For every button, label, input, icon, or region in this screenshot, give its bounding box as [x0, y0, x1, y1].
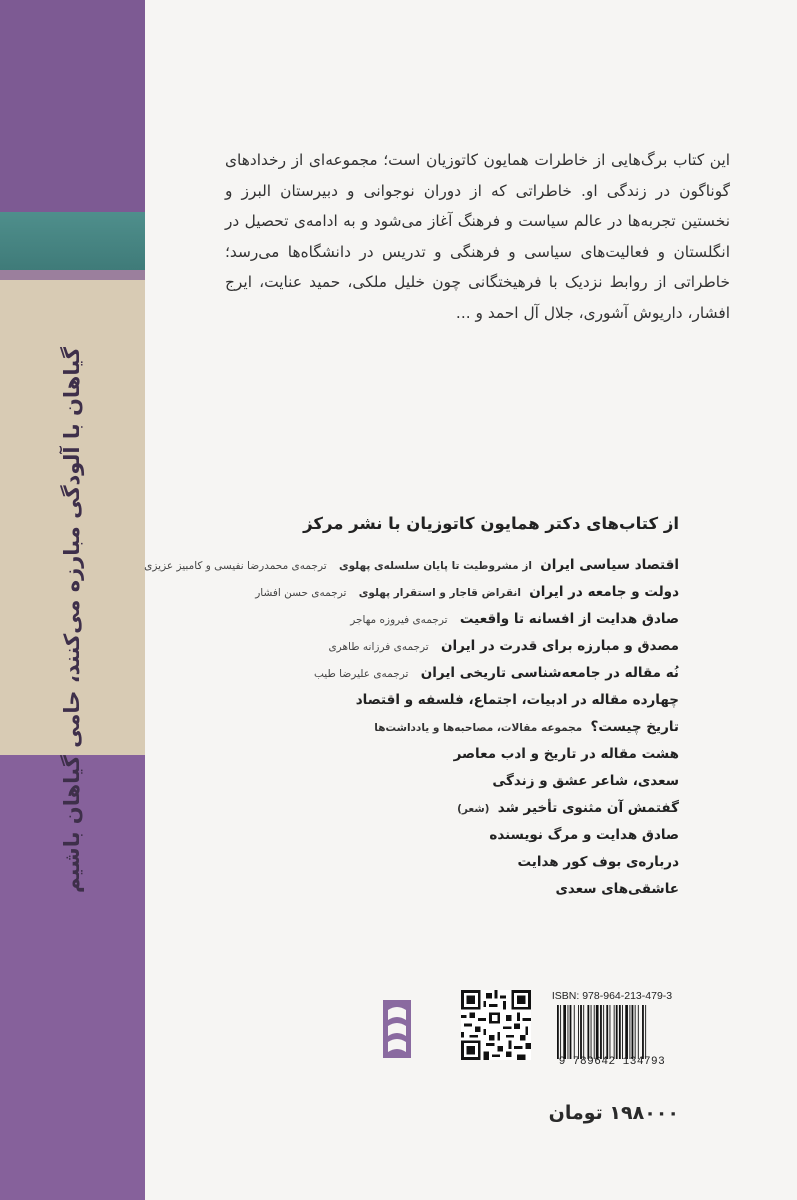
barcode-bar	[596, 1005, 599, 1059]
book-list-item	[119, 660, 679, 687]
book-subtitle: انقراض قاجار و استقرار پهلوی	[358, 587, 521, 599]
barcode-bar	[574, 1005, 575, 1059]
book-list-item	[119, 606, 679, 633]
book-subtitle: (شعر)	[457, 803, 490, 815]
publisher-logo-icon	[383, 1000, 411, 1058]
book-list-item	[119, 579, 679, 606]
barcode-bar	[645, 1005, 646, 1059]
spine-band-teal	[0, 212, 145, 270]
spine-slogan: گیاهان با آلودگی مبارزه می‌کنند، حامی گیاهان باشیم	[60, 347, 84, 893]
book-translator: ترجمه‌ی حسن افشار	[255, 587, 347, 599]
price-label: ۱۹۸۰۰۰ تومان	[548, 1102, 679, 1124]
book-title: صادق هدایت از افسانه تا واقعیت	[459, 611, 679, 627]
book-list-item	[119, 849, 679, 876]
barcode-bar	[610, 1005, 611, 1059]
qr-code-icon	[461, 990, 531, 1060]
barcode-bar	[578, 1005, 579, 1059]
book-translator: ترجمه‌ی علیرضا طیب	[314, 668, 409, 680]
barcode-bar	[614, 1005, 615, 1059]
book-subtitle: مجموعه مقالات، مصاحبه‌ها و یادداشت‌ها	[374, 722, 583, 734]
book-subtitle: از مشروطیت تا پایان سلسله‌ی پهلوی	[338, 560, 532, 572]
book-title: سعدی، شاعر عشق و زندگی	[492, 773, 679, 789]
book-list-item	[119, 822, 679, 849]
book-list-item	[119, 876, 679, 903]
barcode-bar	[568, 1005, 569, 1059]
book-blurb: این کتاب برگ‌هایی از خاطرات همایون کاتوزیان است؛ مجموعه‌ای از رخدادهای گوناگون در زندگی او. خاطراتی که از دوران نوجوانی و دبیرستان البرز و نخستین تجربه‌ها در عالم سیاست و فرهنگ آغاز می‌شود و به ادامه‌ی تحصیل در انگلستان و فعالیت‌های سیاسی و فرهنگی و تدریس در دانشگاه‌ها می‌رسد؛ خاطراتی از روابط نزدیک با فرهیختگانی چون خلیل ملکی، حمید عنایت، ایرج افشار، داریوش آشوری، جلال آل احمد و ...	[225, 151, 730, 322]
barcode-bar	[638, 1005, 639, 1059]
book-list-item	[119, 741, 679, 768]
barcode-bar	[603, 1005, 604, 1059]
book-title: گفتمش آن مثنوی تأخیر شد	[497, 800, 679, 816]
books-list	[119, 552, 679, 903]
barcode-bar	[642, 1005, 644, 1059]
book-title: دولت و جامعه در ایران	[529, 584, 679, 600]
book-title: چهارده مقاله در ادبیات، اجتماع، فلسفه و اقتصاد	[355, 692, 679, 708]
barcode-bar	[629, 1005, 630, 1059]
book-list-item	[119, 633, 679, 660]
barcode-bar	[591, 1005, 592, 1059]
barcode-bar	[560, 1005, 561, 1059]
book-title: عاشقی‌های سعدی	[555, 881, 679, 897]
spine-band-mauve	[0, 270, 145, 280]
book-title: هشت مقاله در تاریخ و ادب معاصر	[453, 746, 679, 762]
barcode-bars	[557, 1005, 677, 1059]
book-title: نُه مقاله در جامعه‌شناسی تاریخی ایران	[420, 665, 679, 681]
barcode-bar	[563, 1005, 566, 1059]
book-list-item	[119, 768, 679, 795]
barcode-bar	[635, 1005, 636, 1059]
book-translator: ترجمه‌ی فیروزه مهاجر	[350, 614, 448, 626]
barcode-bar	[580, 1005, 582, 1059]
barcode-bar	[594, 1005, 595, 1059]
barcode-bar	[625, 1005, 628, 1059]
barcode-bar	[600, 1005, 602, 1059]
spine-band-purple-top	[0, 0, 145, 212]
barcode-bar	[616, 1005, 618, 1059]
barcode-number: 9 789642 134793	[558, 1056, 666, 1068]
barcode-bar	[622, 1005, 623, 1059]
barcode-bar	[619, 1005, 621, 1059]
barcode-bar	[557, 1005, 559, 1059]
book-title: مصدق و مبارزه برای قدرت در ایران	[441, 638, 679, 654]
book-title: تاریخ چیست؟	[590, 719, 679, 735]
book-translator: ترجمه‌ی محمدرضا نفیسی و کامبیز عزیزی	[144, 560, 327, 572]
book-title: اقتصاد سیاسی ایران	[540, 557, 679, 573]
book-list-item	[119, 714, 679, 741]
book-list-item	[119, 552, 679, 579]
book-translator: ترجمه‌ی فرزانه طاهری	[328, 641, 429, 653]
book-title: درباره‌ی بوف کور هدایت	[517, 854, 679, 870]
barcode-bar	[570, 1005, 572, 1059]
barcode-bar	[606, 1005, 608, 1059]
book-list-item	[119, 687, 679, 714]
barcode-bar	[583, 1005, 584, 1059]
books-list-heading: از کتاب‌های دکتر همایون کاتوزیان با نشر مرکز	[303, 514, 679, 533]
isbn-label: ISBN: 978-964-213-479-3	[551, 990, 673, 1002]
book-title: صادق هدایت و مرگ نویسنده	[489, 827, 679, 843]
barcode-bar	[632, 1005, 634, 1059]
book-list-item	[119, 795, 679, 822]
barcode	[543, 990, 681, 1070]
barcode-bar	[587, 1005, 589, 1059]
